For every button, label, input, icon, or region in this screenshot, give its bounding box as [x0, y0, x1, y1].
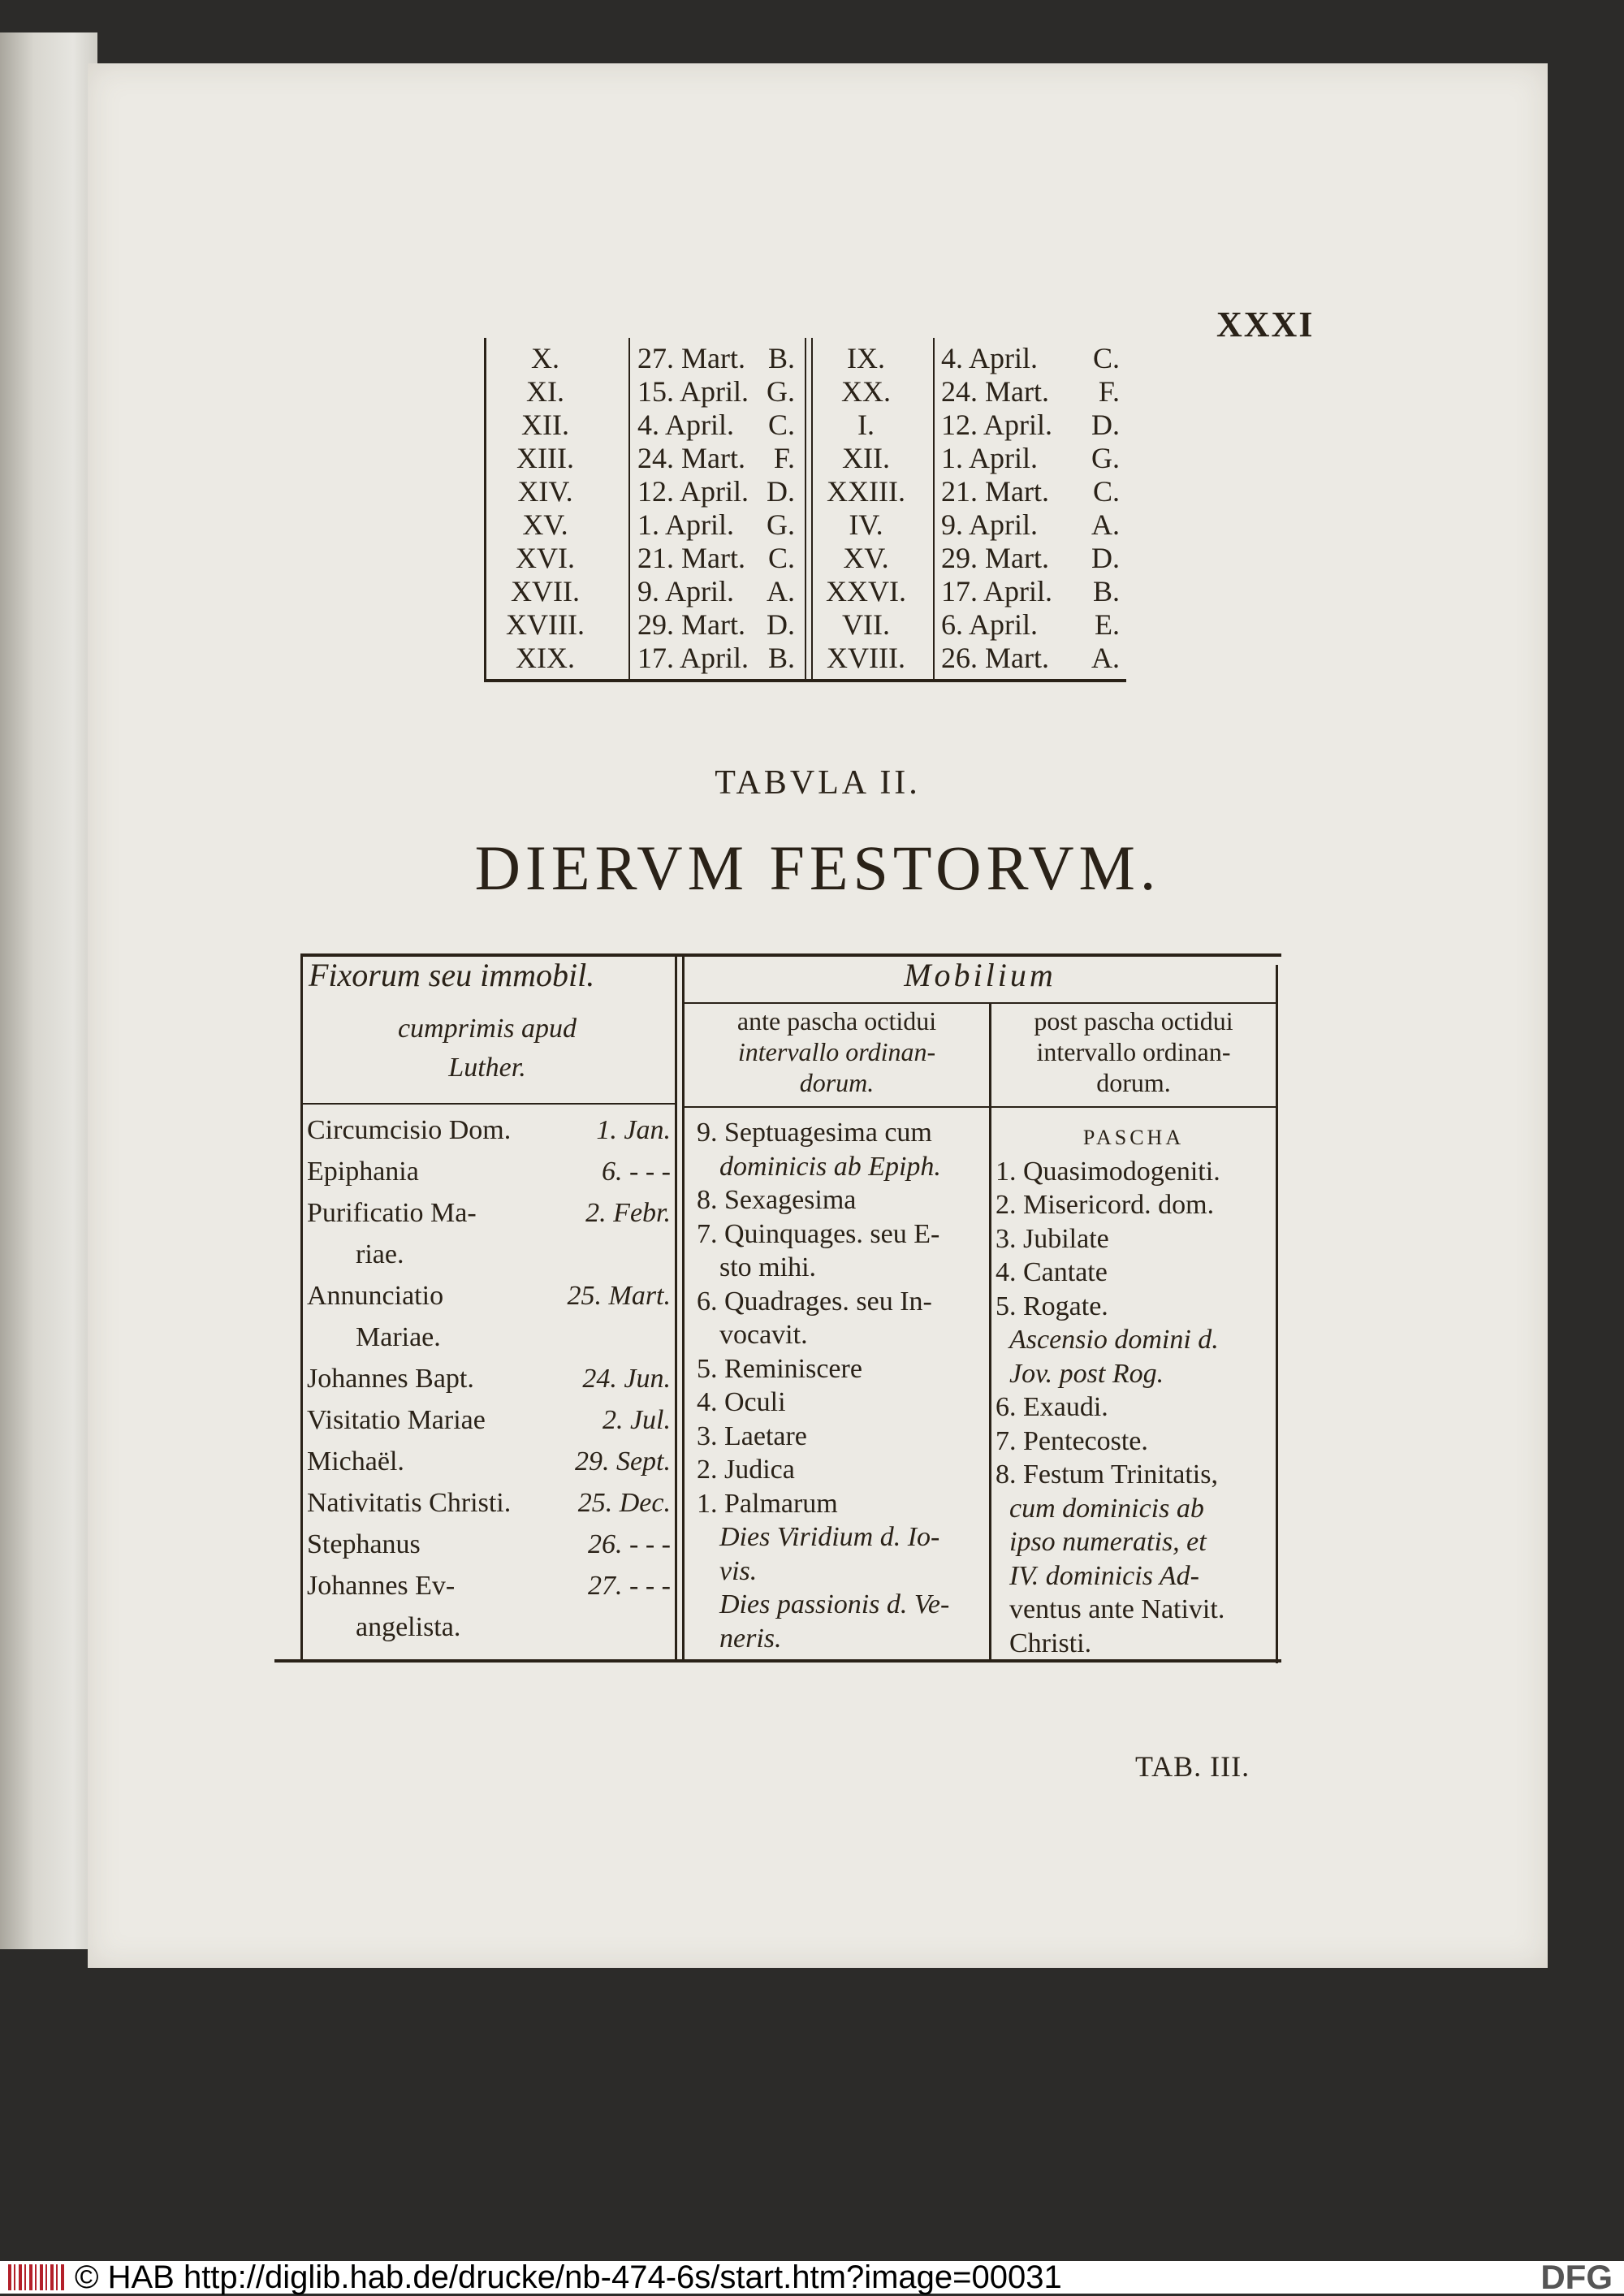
- post-pascha-sunday: ventus ante Nativit.: [1009, 1594, 1225, 1624]
- table-row: [486, 408, 1126, 442]
- attribution-text: © HAB http://diglib.hab.de/drucke/nb-474-6s/start.htm?image=00031: [75, 2259, 1062, 2295]
- dominical-letter: D.: [1091, 409, 1120, 441]
- fixed-feast-date: 2. Jul.: [602, 1405, 671, 1435]
- post-pascha-sunday: 2. Misericord. dom.: [996, 1190, 1215, 1220]
- ante-pascha-sunday: 3. Laetare: [697, 1420, 807, 1451]
- ante-header: dorum.: [799, 1068, 875, 1097]
- dfg-logo: DFG: [1540, 2258, 1613, 2296]
- fixed-feast-date: 27. - - -: [588, 1571, 671, 1601]
- cycle-number: XV.: [843, 542, 889, 574]
- easter-date: 12. April.: [637, 475, 749, 508]
- header-rule: [685, 1002, 1276, 1004]
- dominical-letter: G.: [767, 375, 795, 408]
- post-pascha-sunday: 5. Rogate.: [996, 1291, 1108, 1321]
- fixed-feast-date: 25. Mart.: [567, 1281, 671, 1311]
- post-pascha-sunday: 3. Jubilate: [996, 1223, 1109, 1254]
- post-pascha-sunday: Christi.: [1009, 1628, 1092, 1658]
- ante-pascha-sunday: 7. Quinquages. seu E-: [697, 1218, 940, 1249]
- cycle-number: XVII.: [511, 575, 580, 608]
- table-row: [486, 541, 1126, 575]
- easter-date: 1. April.: [941, 442, 1039, 474]
- table-row: [486, 508, 1126, 542]
- table-row: [486, 374, 1126, 409]
- attribution-bar: [0, 2258, 1624, 2296]
- fixed-feast-name: Mariae.: [356, 1322, 441, 1352]
- ante-pascha-sunday: 2. Judica: [697, 1455, 795, 1485]
- page-number: XXXI: [1216, 305, 1315, 344]
- easter-date: 29. Mart.: [941, 542, 1049, 574]
- post-pascha-sunday: 4. Cantate: [996, 1257, 1108, 1287]
- ante-pascha-sunday: Dies Viridium d. Io-: [719, 1522, 940, 1552]
- easter-date: 4. April.: [637, 409, 735, 441]
- easter-dates-table: [484, 338, 1126, 682]
- dominical-letter: F.: [773, 442, 795, 474]
- book-edge: [0, 32, 97, 1949]
- cycle-number: XVIII.: [506, 608, 585, 641]
- easter-date: 6. April.: [941, 608, 1039, 641]
- ante-pascha-sunday: vocavit.: [719, 1320, 808, 1350]
- dominical-letter: G.: [767, 508, 795, 541]
- post-pascha-sunday: PASCHA: [1082, 1126, 1185, 1149]
- cycle-number: XVIII.: [827, 642, 905, 674]
- post-pascha-sunday: 6. Exaudi.: [996, 1392, 1108, 1422]
- table-title: TABVLA II.: [715, 764, 921, 802]
- cycle-number: XII.: [842, 442, 890, 474]
- ante-pascha-sunday: sto mihi.: [719, 1252, 817, 1282]
- cycle-number: XXIII.: [827, 475, 905, 508]
- table-row: [486, 574, 1126, 608]
- cycle-number: IV.: [849, 508, 883, 541]
- easter-date: 27. Mart.: [637, 342, 745, 374]
- fixed-feast-date: 29. Sept.: [574, 1446, 671, 1477]
- post-pascha-sunday: IV. dominicis Ad-: [1009, 1560, 1199, 1591]
- fixed-feast-date: 6. - - -: [602, 1157, 671, 1187]
- easter-date: 9. April.: [941, 508, 1039, 541]
- cycle-number: XX.: [841, 375, 891, 408]
- left-rule: [300, 953, 303, 1660]
- ante-pascha-sunday: 5. Reminiscere: [697, 1353, 862, 1384]
- dominical-letter: G.: [1091, 442, 1120, 474]
- feast-days-table: [274, 949, 1281, 1663]
- easter-date: 4. April.: [941, 342, 1039, 374]
- dominical-letter: A.: [1091, 508, 1120, 541]
- dominical-letter: C.: [767, 409, 795, 441]
- easter-date: 26. Mart.: [941, 642, 1049, 674]
- easter-date: 24. Mart.: [637, 442, 745, 474]
- hab-logo-icon: [8, 2264, 65, 2290]
- cycle-number: X.: [531, 342, 559, 374]
- post-pascha-sunday: Jov. post Rog.: [1009, 1358, 1164, 1389]
- easter-date: 17. April.: [941, 575, 1053, 608]
- easter-date: 12. April.: [941, 409, 1053, 441]
- post-pascha-sunday: ipso numeratis, et: [1009, 1527, 1207, 1557]
- dominical-letter: C.: [767, 542, 795, 574]
- ante-header: intervallo ordinan-: [737, 1037, 936, 1066]
- dominical-letter: B.: [767, 642, 795, 674]
- ante-pascha-sunday: Dies passionis d. Ve-: [719, 1589, 950, 1619]
- fixed-feast-name: Johannes Ev-: [307, 1571, 456, 1601]
- book-page: [88, 63, 1548, 1968]
- post-header: post pascha octidui: [1034, 1006, 1233, 1036]
- fixed-subheader: cumprimis apud: [397, 1014, 577, 1044]
- header-rule: [303, 1103, 675, 1105]
- ante-pascha-sunday: neris.: [719, 1623, 782, 1654]
- cycle-number: IX.: [847, 342, 885, 374]
- easter-date: 24. Mart.: [941, 375, 1049, 408]
- dominical-letter: B.: [1092, 575, 1120, 608]
- table-row: [486, 608, 1126, 642]
- fixed-feast-date: 2. Febr.: [585, 1198, 671, 1228]
- cycle-number: I.: [857, 409, 875, 441]
- dominical-letter: C.: [1092, 475, 1120, 508]
- fixed-feast-name: Visitatio Mariae: [307, 1405, 486, 1435]
- easter-date: 15. April.: [637, 375, 749, 408]
- header-rule: [685, 1106, 1276, 1108]
- fixed-feast-name: Epiphania: [307, 1157, 419, 1187]
- ante-pascha-sunday: 1. Palmarum: [697, 1488, 838, 1519]
- dominical-letter: F.: [1098, 375, 1120, 408]
- dominical-letter: D.: [767, 608, 795, 641]
- fixed-header: Fixorum seu immobil.: [309, 957, 595, 993]
- fixed-feast-date: 26. - - -: [588, 1529, 671, 1559]
- ante-pascha-sunday: dominicis ab Epiph.: [719, 1151, 941, 1182]
- cycle-number: XIV.: [517, 475, 573, 508]
- table-row: [486, 474, 1126, 508]
- cycle-number: XIX.: [516, 642, 575, 674]
- easter-date: 21. Mart.: [637, 542, 745, 574]
- cycle-number: XII.: [521, 409, 569, 441]
- fixed-feast-name: Michaël.: [307, 1446, 404, 1477]
- post-pascha-sunday: 8. Festum Trinitatis,: [996, 1459, 1218, 1490]
- dominical-letter: A.: [767, 575, 795, 608]
- fixed-feast-date: 24. Jun.: [582, 1364, 671, 1394]
- cycle-number: VII.: [842, 608, 890, 641]
- post-pascha-sunday: cum dominicis ab: [1009, 1493, 1204, 1524]
- fixed-feast-name: Johannes Bapt.: [307, 1364, 474, 1394]
- fixed-feast-name: riae.: [356, 1239, 404, 1269]
- cycle-number: XI.: [526, 375, 564, 408]
- fixed-feast-name: Annunciatio: [307, 1281, 444, 1311]
- dominical-letter: A.: [1091, 642, 1120, 674]
- dominical-letter: D.: [767, 475, 795, 508]
- ante-pascha-sunday: 6. Quadrages. seu In-: [697, 1286, 932, 1317]
- post-pascha-sunday: 7. Pentecoste.: [996, 1425, 1148, 1456]
- cycle-number: XIII.: [516, 442, 574, 474]
- fixed-feast-date: 1. Jan.: [596, 1115, 671, 1145]
- fixed-feast-date: 25. Dec.: [577, 1488, 671, 1518]
- dominical-letter: B.: [767, 342, 795, 374]
- fixed-feast-name: Nativitatis Christi.: [307, 1488, 512, 1518]
- ante-pascha-sunday: vis.: [719, 1555, 758, 1586]
- fixed-feast-name: angelista.: [356, 1612, 461, 1642]
- column-rule: [989, 1002, 991, 1660]
- column-rule: [675, 953, 677, 1660]
- cycle-number: XXVI.: [826, 575, 906, 608]
- post-pascha-sunday: Ascensio domini d.: [1009, 1325, 1219, 1355]
- easter-date: 17. April.: [637, 642, 749, 674]
- easter-date: 9. April.: [637, 575, 735, 608]
- dominical-letter: D.: [1091, 542, 1120, 574]
- ante-pascha-sunday: 8. Sexagesima: [697, 1185, 857, 1215]
- ante-pascha-sunday: 9. Septuagesima cum: [697, 1118, 932, 1148]
- easter-date: 1. April.: [637, 508, 735, 541]
- bottom-rule: [274, 1659, 1281, 1663]
- easter-date: 21. Mart.: [941, 475, 1049, 508]
- table-row: [486, 641, 1126, 675]
- right-rule: [1276, 965, 1278, 1663]
- table-row: [486, 441, 1126, 475]
- fixed-feast-name: Circumcisio Dom.: [307, 1115, 512, 1145]
- post-pascha-sunday: 1. Quasimodogeniti.: [996, 1156, 1220, 1187]
- fixed-subheader: Luther.: [448, 1053, 526, 1083]
- fixed-feast-name: Stephanus: [307, 1529, 421, 1559]
- table-subtitle: DIERVM FESTORVM.: [474, 832, 1161, 903]
- fixed-feast-name: Purificatio Ma-: [307, 1198, 477, 1228]
- dominical-letter: C.: [1092, 342, 1120, 374]
- ante-pascha-sunday: 4. Oculi: [697, 1387, 786, 1417]
- cycle-number: XV.: [522, 508, 568, 541]
- post-header: intervallo ordinan-: [1036, 1037, 1231, 1066]
- dominical-letter: E.: [1095, 608, 1120, 641]
- cycle-number: XVI.: [516, 542, 575, 574]
- easter-date: 29. Mart.: [637, 608, 745, 641]
- post-header: dorum.: [1096, 1068, 1171, 1097]
- catchword: TAB. III.: [1135, 1750, 1250, 1783]
- ante-header: ante pascha octidui: [736, 1006, 937, 1036]
- mobile-header: Mobilium: [904, 957, 1056, 993]
- table-row: [486, 341, 1126, 375]
